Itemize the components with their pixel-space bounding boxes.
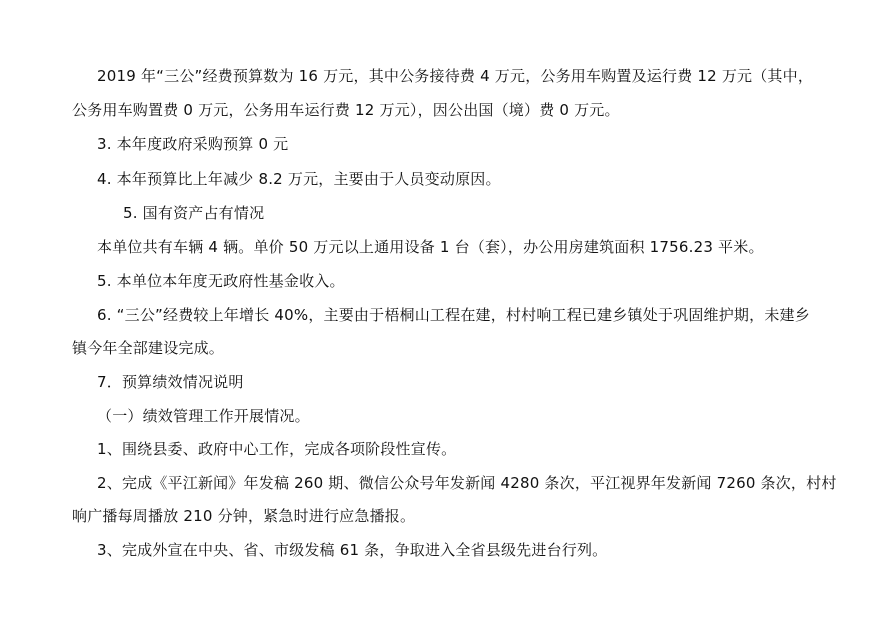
subsection-heading: （一）绩效管理工作开展情况。 xyxy=(97,407,310,425)
section-heading-performance: 7．预算绩效情况说明 xyxy=(97,373,244,391)
paragraph-line-4: 4. 本年预算比上年减少 8.2 万元，主要由于人员变动原因。 xyxy=(97,170,501,188)
section-heading-assets: 5. 国有资产占有情况 xyxy=(123,204,265,222)
paragraph-line-3: 3. 本年度政府采购预算 0 元 xyxy=(97,135,289,153)
list-item-3: 3、完成外宣在中央、省、市级发稿 61 条，争取进入全省县级先进台行列。 xyxy=(97,541,608,559)
list-item-2-continued: 响广播每周播放 210 分钟，紧急时进行应急播报。 xyxy=(72,507,416,525)
paragraph-line-9: 镇今年全部建设完成。 xyxy=(72,339,225,357)
paragraph-line-7: 5. 本单位本年度无政府性基金收入。 xyxy=(97,272,345,290)
list-item-2: 2、完成《平江新闻》年发稿 260 期、微信公众号年发新闻 4280 条次，平江视界年发新闻 7260 条次，村村 xyxy=(97,474,837,492)
paragraph-line-8: 6. “三公”经费较上年增长 40%，主要由于梧桐山工程在建，村村响工程已建乡镇处于巩固维护期，未建乡 xyxy=(97,306,810,324)
paragraph-line-2: 公务用车购置费 0 万元，公务用车运行费 12 万元），因公出国（境）费 0 万元。 xyxy=(72,101,620,119)
paragraph-line-1: 2019 年“三公”经费预算数为 16 万元，其中公务接待费 4 万元，公务用车购置及运行费 12 万元（其中， xyxy=(97,67,814,85)
paragraph-line-6: 本单位共有车辆 4 辆。单价 50 万元以上通用设备 1 台（套），办公用房建筑面积 1756.23 平米。 xyxy=(97,238,764,256)
list-item-1: 1、围绕县委、政府中心工作，完成各项阶段性宣传。 xyxy=(97,440,457,458)
